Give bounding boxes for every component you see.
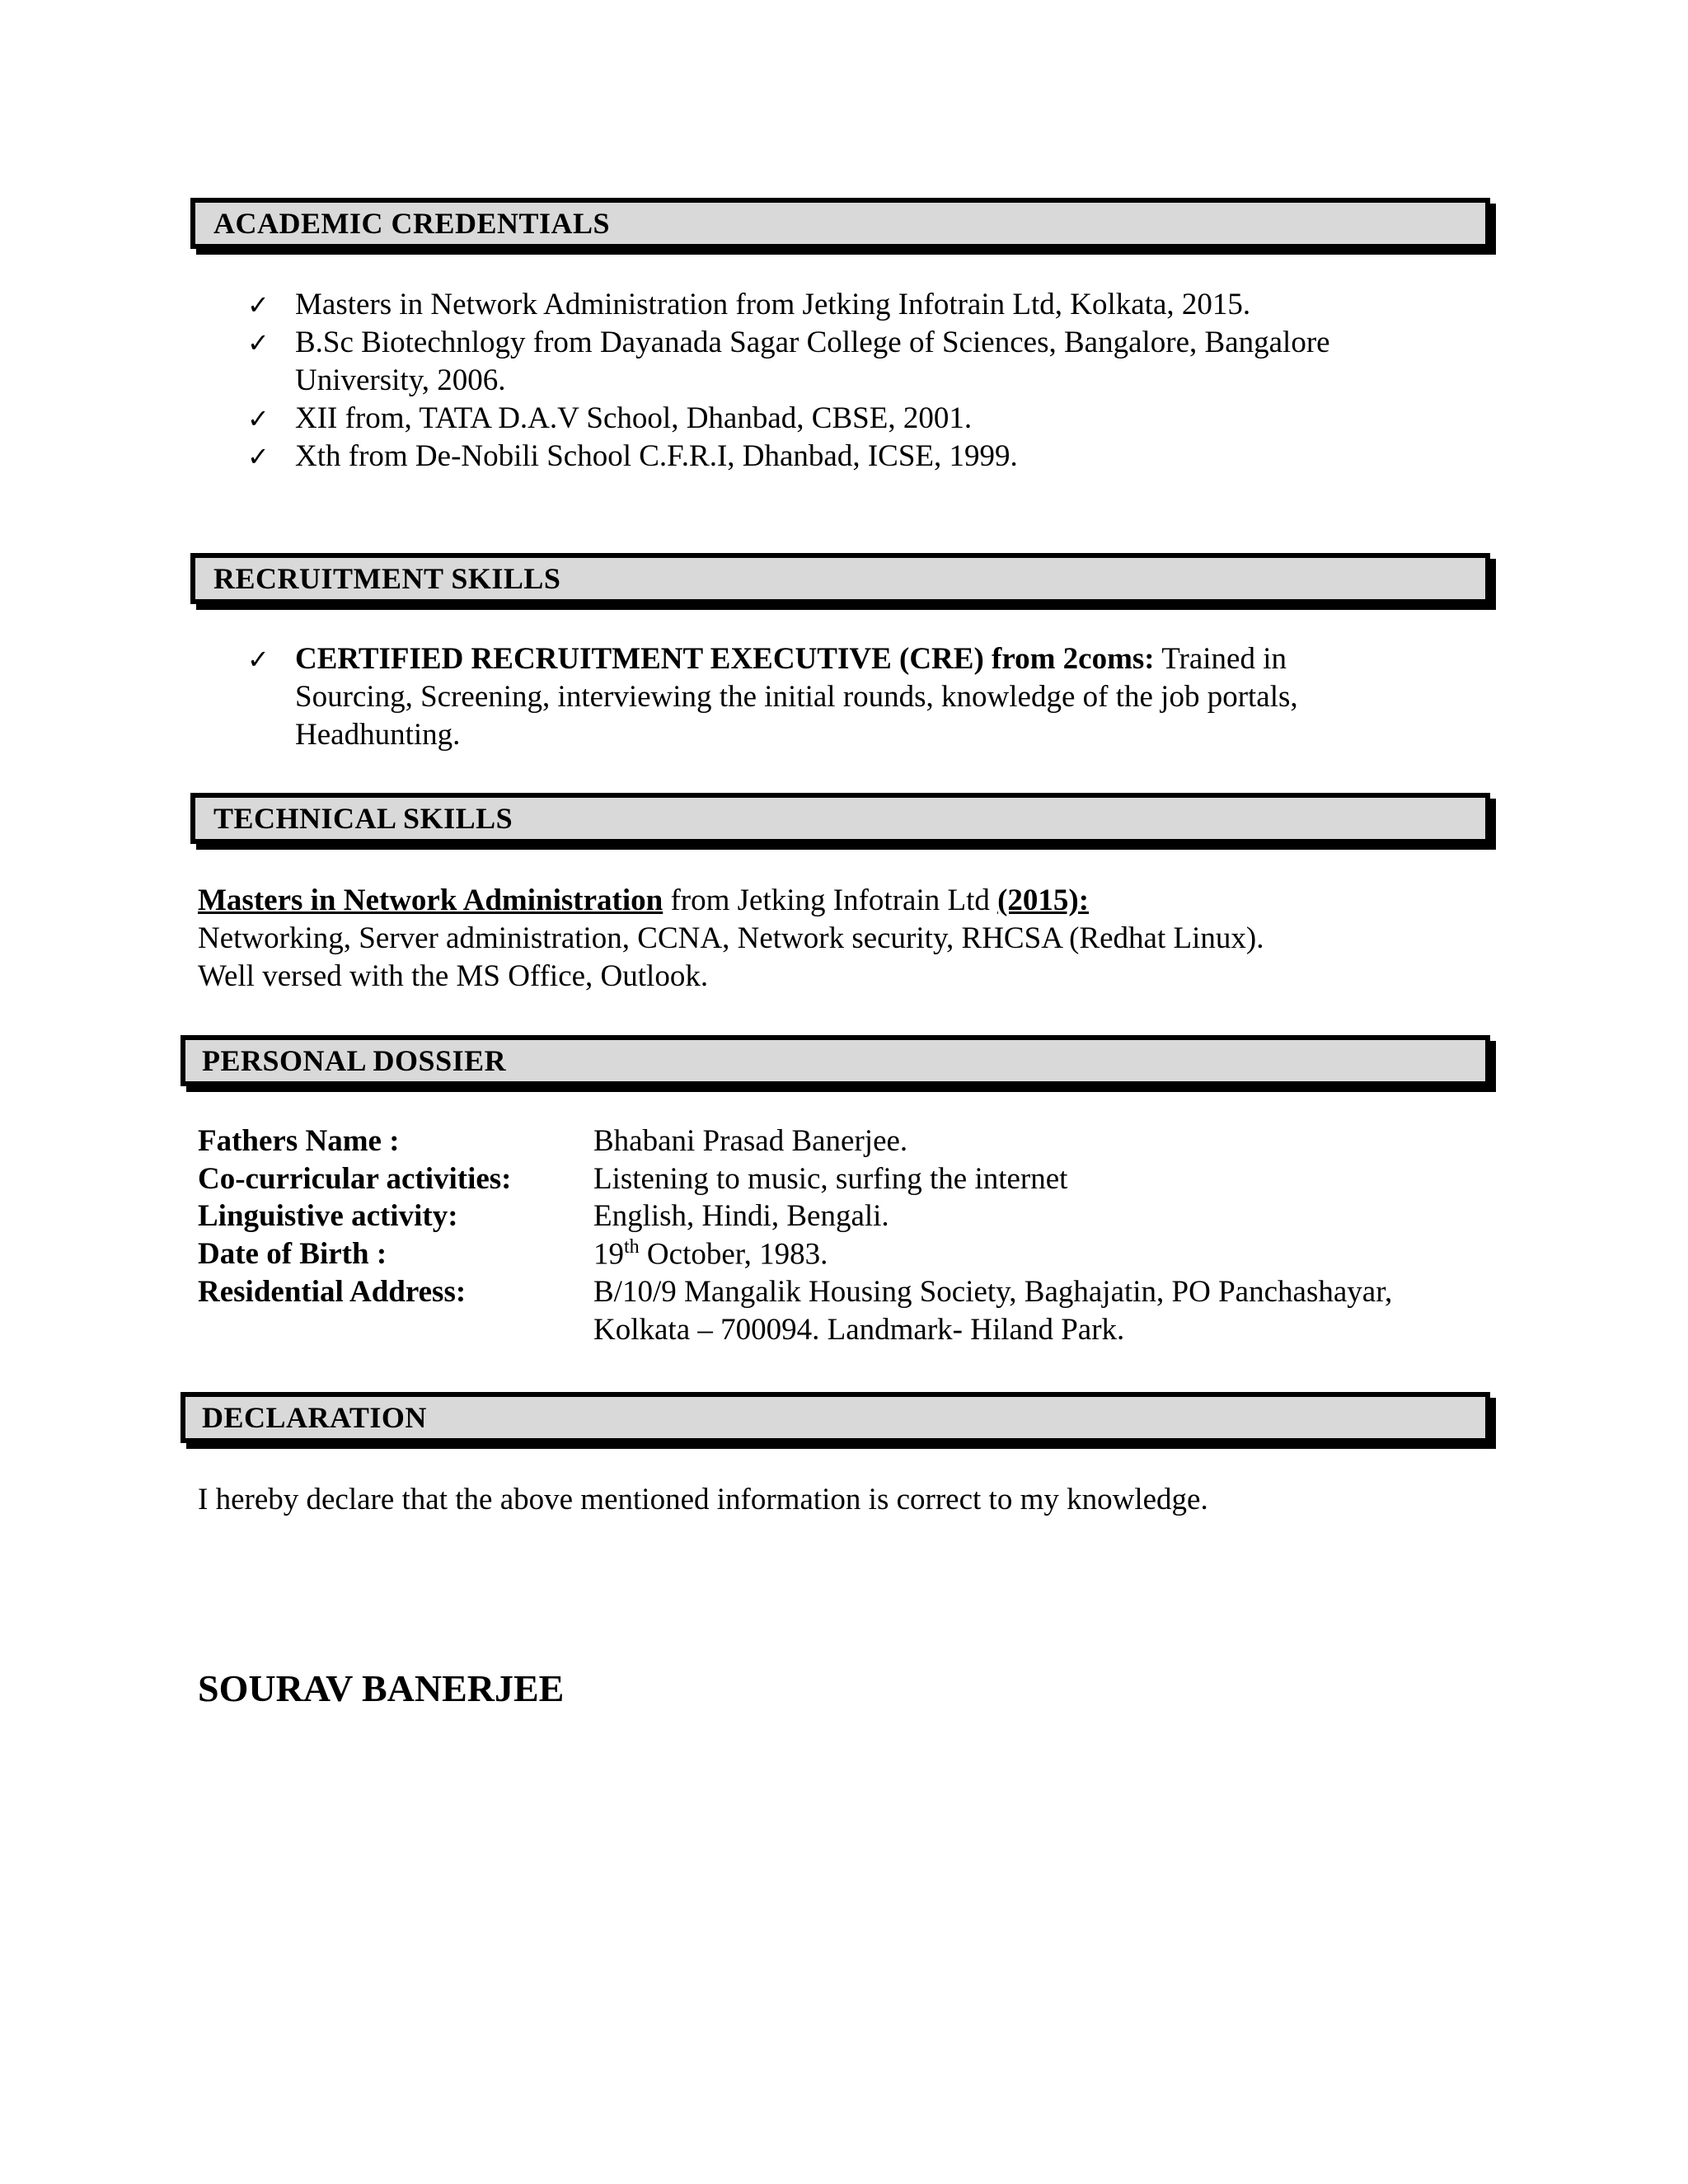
recruitment-skills-header bbox=[190, 553, 1490, 604]
checkmark-icon: ✓ bbox=[247, 289, 270, 321]
certification-title: CERTIFIED RECRUITMENT EXECUTIVE (CRE) from 2coms: bbox=[295, 642, 1155, 676]
fathers-name-label: Fathers Name : bbox=[198, 1124, 400, 1158]
checkmark-icon: ✓ bbox=[247, 327, 270, 359]
section-title: PERSONAL DOSSIER bbox=[202, 1044, 507, 1077]
linguistic-label: Linguistive activity: bbox=[198, 1199, 458, 1233]
personal-dossier-header bbox=[181, 1035, 1490, 1086]
academic-credentials-header bbox=[190, 198, 1490, 249]
cocurricular-value: Listening to music, surfing the internet bbox=[593, 1162, 1068, 1196]
section-title: ACADEMIC CREDENTIALS bbox=[213, 207, 611, 240]
signature-name: SOURAV BANERJEE bbox=[198, 1667, 565, 1709]
technical-course-line bbox=[198, 882, 1089, 920]
dob-suffix: th bbox=[624, 1236, 640, 1258]
certification-description: Trained in Sourcing, Screening, interviewing the initial rounds, knowledge of the job portals, Headhunting. bbox=[295, 642, 1298, 752]
technical-skills-line: Networking, Server administration, CCNA, Network security, RHCSA (Redhat Linux). bbox=[198, 921, 1264, 955]
list-item: ✓ Masters in Network Administration from Jetking Infotrain Ltd, Kolkata, 2015. bbox=[247, 286, 1426, 324]
fathers-name-value: Bhabani Prasad Banerjee. bbox=[593, 1124, 908, 1158]
list-item: ✓ Xth from De-Nobili School C.F.R.I, Dhanbad, ICSE, 1999. bbox=[247, 438, 1426, 476]
section-title: DECLARATION bbox=[202, 1401, 427, 1434]
list-item bbox=[247, 640, 1401, 754]
list-item: ✓ XII from, TATA D.A.V School, Dhanbad, CBSE, 2001. bbox=[247, 400, 1426, 438]
course-year: (2015): bbox=[997, 883, 1090, 917]
address-label: Residential Address: bbox=[198, 1275, 467, 1309]
office-skills-line: Well versed with the MS Office, Outlook. bbox=[198, 959, 709, 993]
checkmark-icon: ✓ bbox=[247, 403, 270, 434]
section-title: RECRUITMENT SKILLS bbox=[213, 562, 561, 595]
dob-value bbox=[593, 1236, 828, 1272]
section-title: TECHNICAL SKILLS bbox=[213, 802, 513, 835]
list-item: ✓ B.Sc Biotechnlogy from Dayanada Sagar College of Sciences, Bangalore, Bangalore University, 2006. bbox=[247, 326, 1330, 397]
dob-rest: October, 1983. bbox=[639, 1237, 828, 1272]
declaration-text: I hereby declare that the above mentioned information is correct to my knowledge. bbox=[198, 1483, 1208, 1516]
course-name: Masters in Network Administration bbox=[198, 883, 663, 917]
course-institute: from Jetking Infotrain Ltd bbox=[670, 883, 990, 917]
technical-skills-header bbox=[190, 793, 1490, 844]
cocurricular-label: Co-curricular activities: bbox=[198, 1162, 512, 1196]
address-line-1: B/10/9 Mangalik Housing Society, Baghajatin, PO Panchashayar, bbox=[593, 1275, 1393, 1309]
address-line-2: Kolkata – 700094. Landmark- Hiland Park. bbox=[593, 1313, 1125, 1347]
dob-label: Date of Birth : bbox=[198, 1237, 387, 1271]
academic-list bbox=[247, 286, 1426, 476]
linguistic-value: English, Hindi, Bengali. bbox=[593, 1199, 889, 1233]
checkmark-icon: ✓ bbox=[247, 644, 270, 675]
checkmark-icon: ✓ bbox=[247, 441, 270, 472]
declaration-header bbox=[181, 1392, 1490, 1443]
recruitment-list bbox=[247, 640, 1401, 754]
dob-day: 19 bbox=[593, 1237, 624, 1272]
